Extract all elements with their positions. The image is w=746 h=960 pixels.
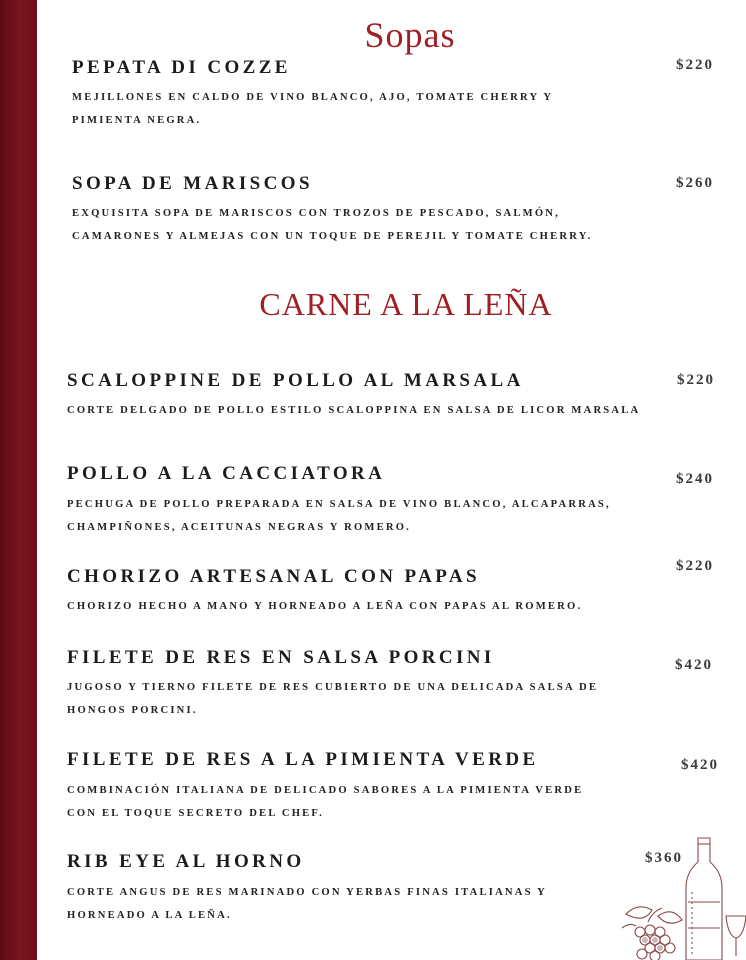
item-desc-pepata-di-cozze bbox=[72, 86, 553, 132]
desc-line: CORTE ANGUS DE RES MARINADO CON YERBAS FINAS ITALIANAS Y bbox=[67, 887, 548, 898]
item-desc-filete-porcini bbox=[67, 676, 598, 722]
desc-line: PECHUGA DE POLLO PREPARADA EN SALSA DE VINO BLANCO, ALCAPARRAS, bbox=[67, 499, 611, 510]
item-name-filete-pimienta-verde: FILETE DE RES A LA PIMIENTA VERDE bbox=[67, 749, 539, 770]
item-desc-rib-eye bbox=[67, 881, 547, 927]
desc-line: CON EL TOQUE SECRETO DEL CHEF. bbox=[67, 808, 324, 819]
item-price-pepata-di-cozze: $220 bbox=[676, 57, 714, 73]
item-price-scaloppine: $220 bbox=[677, 372, 715, 388]
section-title-sopas: Sopas bbox=[364, 15, 456, 55]
desc-line: EXQUISITA SOPA DE MARISCOS CON TROZOS DE PESCADO, SALMÓN, bbox=[72, 208, 561, 219]
item-name-pollo-cacciatora: POLLO A LA CACCIATORA bbox=[67, 463, 386, 484]
desc-line: JUGOSO Y TIERNO FILETE DE RES CUBIERTO DE UNA DELICADA SALSA DE bbox=[67, 682, 599, 693]
desc-line: CAMARONES Y ALMEJAS CON UN TOQUE DE PEREJIL Y TOMATE CHERRY. bbox=[72, 231, 593, 242]
section-title-carne-a-la-lena: CARNE A LA LEÑA bbox=[259, 286, 553, 322]
desc-line: CHAMPIÑONES, ACEITUNAS NEGRAS Y ROMERO. bbox=[67, 522, 411, 533]
item-name-rib-eye: RIB EYE AL HORNO bbox=[67, 851, 305, 872]
wine-bottle-grapes-icon bbox=[618, 832, 746, 960]
item-price-filete-porcini: $420 bbox=[675, 657, 713, 673]
item-price-chorizo-artesanal: $220 bbox=[676, 558, 714, 574]
burgundy-side-bar bbox=[0, 0, 37, 960]
desc-line: CORTE DELGADO DE POLLO ESTILO SCALOPPINA EN SALSA DE LICOR MARSALA bbox=[67, 405, 641, 416]
item-desc-pollo-cacciatora bbox=[67, 493, 611, 539]
desc-line: HORNEADO A LA LEÑA. bbox=[67, 910, 232, 921]
item-desc-chorizo-artesanal bbox=[67, 595, 582, 618]
item-desc-filete-pimienta-verde bbox=[67, 779, 583, 825]
item-name-filete-porcini: FILETE DE RES EN SALSA PORCINI bbox=[67, 647, 495, 668]
item-desc-sopa-de-mariscos bbox=[72, 202, 592, 248]
desc-line: HONGOS PORCINI. bbox=[67, 705, 198, 716]
item-name-chorizo-artesanal: CHORIZO ARTESANAL CON PAPAS bbox=[67, 566, 480, 587]
item-desc-scaloppine bbox=[67, 399, 640, 422]
item-price-sopa-de-mariscos: $260 bbox=[676, 175, 714, 191]
desc-line: COMBINACIÓN ITALIANA DE DELICADO SABORES A LA PIMIENTA VERDE bbox=[67, 785, 584, 796]
item-price-pollo-cacciatora: $240 bbox=[676, 471, 714, 487]
desc-line: PIMIENTA NEGRA. bbox=[72, 115, 202, 126]
desc-line: CHORIZO HECHO A MANO Y HORNEADO A LEÑA CON PAPAS AL ROMERO. bbox=[67, 601, 583, 612]
item-name-scaloppine: SCALOPPINE DE POLLO AL MARSALA bbox=[67, 370, 524, 391]
item-price-filete-pimienta-verde: $420 bbox=[681, 757, 719, 773]
desc-line: MEJILLONES EN CALDO DE VINO BLANCO, AJO, TOMATE CHERRY Y bbox=[72, 92, 554, 103]
item-name-pepata-di-cozze: PEPATA DI COZZE bbox=[72, 57, 291, 78]
item-name-sopa-de-mariscos: SOPA DE MARISCOS bbox=[72, 173, 313, 194]
item-price-rib-eye: $360 bbox=[645, 850, 683, 866]
